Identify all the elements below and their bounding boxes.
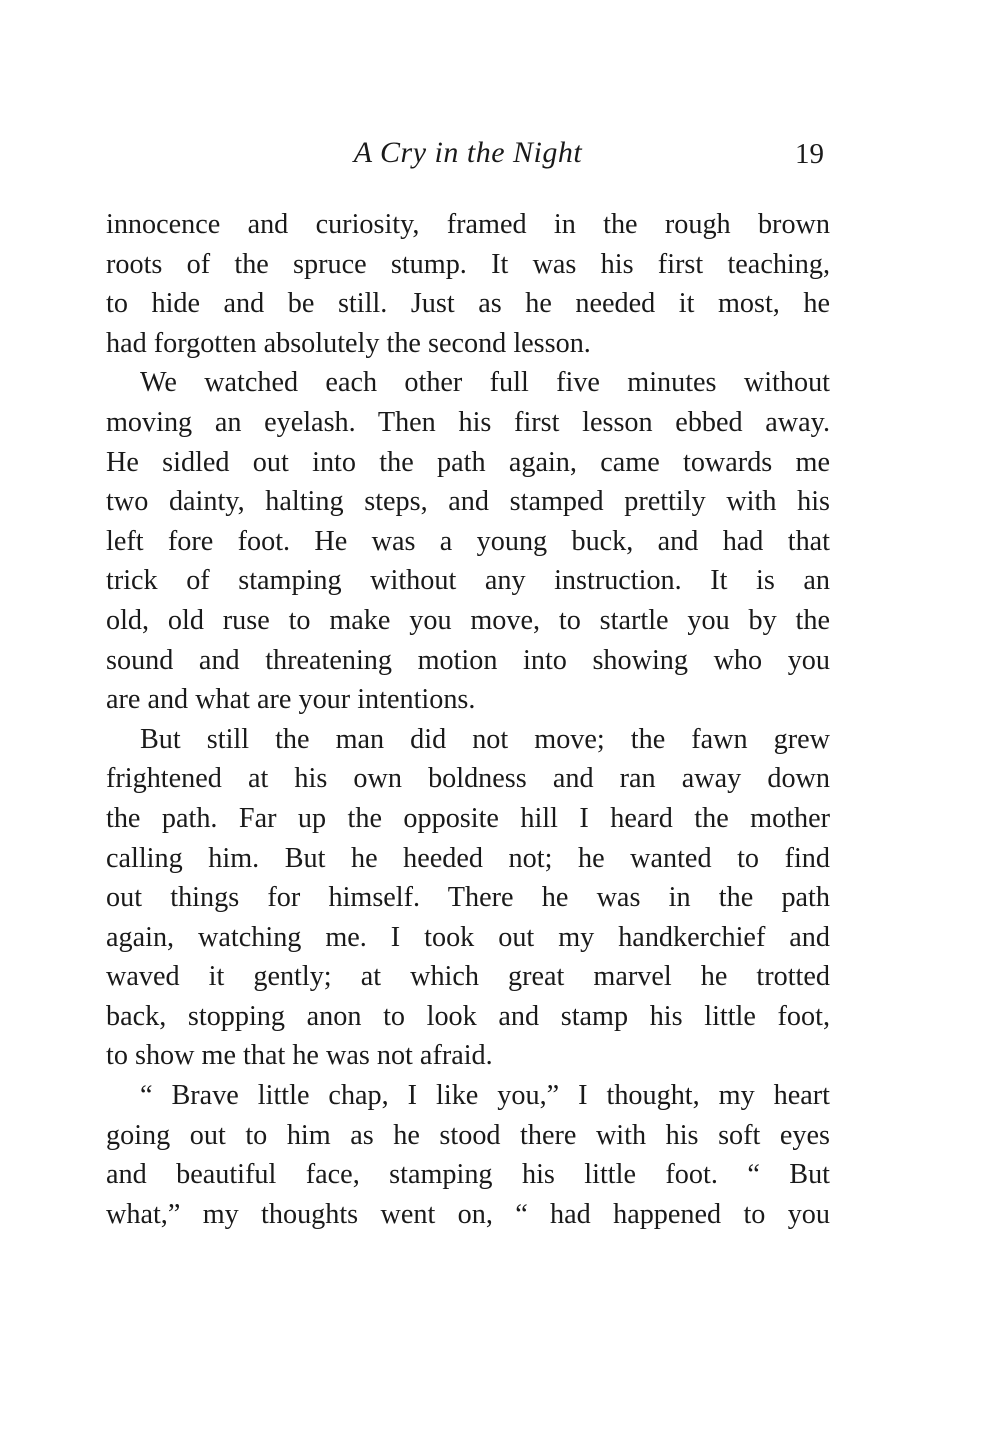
text-line: going out to him as he stood there with his soft eyes bbox=[106, 1119, 830, 1151]
text-line: We watched each other full five minutes without bbox=[140, 367, 830, 399]
text-line: frightened at his own boldness and ran away down bbox=[106, 763, 830, 795]
text-line: are and what are your intentions. bbox=[106, 684, 476, 716]
text-line: what,” my thoughts went on, “ had happened to you bbox=[106, 1198, 830, 1230]
text-line: back, stopping anon to look and stamp his little foot, bbox=[106, 1000, 830, 1032]
text-line: But still the man did not move; the fawn grew bbox=[140, 723, 830, 755]
text-line: roots of the spruce stump. It was his first teaching, bbox=[106, 248, 830, 280]
paragraph-4 bbox=[106, 1076, 830, 1234]
text-line: again, watching me. I took out my handkerchief and bbox=[106, 921, 830, 953]
text-line: left fore foot. He was a young buck, and had that bbox=[106, 525, 830, 557]
text-line: innocence and curiosity, framed in the rough brown bbox=[106, 209, 830, 240]
text-line: trick of stamping without any instruction. It is an bbox=[106, 565, 830, 597]
text-line: and beautiful face, stamping his little foot. “ But bbox=[106, 1159, 830, 1191]
paragraph-3 bbox=[106, 720, 830, 1076]
text-line: had forgotten absolutely the second lesson. bbox=[106, 327, 591, 359]
text-line: sound and threatening motion into showing who you bbox=[106, 644, 830, 676]
text-line: old, old ruse to make you move, to startle you by the bbox=[106, 604, 830, 636]
text-line: out things for himself. There he was in the path bbox=[106, 882, 830, 914]
text-line: moving an eyelash. Then his first lesson ebbed away. bbox=[106, 406, 830, 438]
text-line: to hide and be still. Just as he needed it most, he bbox=[106, 288, 830, 320]
running-head bbox=[106, 136, 830, 184]
paragraph-1 bbox=[106, 205, 830, 363]
text-line: waved it gently; at which great marvel he trotted bbox=[106, 961, 830, 993]
text-line: two dainty, halting steps, and stamped prettily with his bbox=[106, 486, 830, 518]
text-line: the path. Far up the opposite hill I heard the mother bbox=[106, 802, 830, 834]
paragraph-2 bbox=[106, 363, 830, 719]
text-line: “ Brave little chap, I like you,” I thought, my heart bbox=[140, 1080, 830, 1112]
text-line: He sidled out into the path again, came towards me bbox=[106, 446, 830, 478]
running-title: A Cry in the Night bbox=[353, 136, 583, 169]
body-text bbox=[106, 205, 830, 1234]
page-number: 19 bbox=[795, 138, 824, 170]
text-line: to show me that he was not afraid. bbox=[106, 1040, 493, 1072]
text-line: calling him. But he heeded not; he wanted to find bbox=[106, 842, 830, 874]
